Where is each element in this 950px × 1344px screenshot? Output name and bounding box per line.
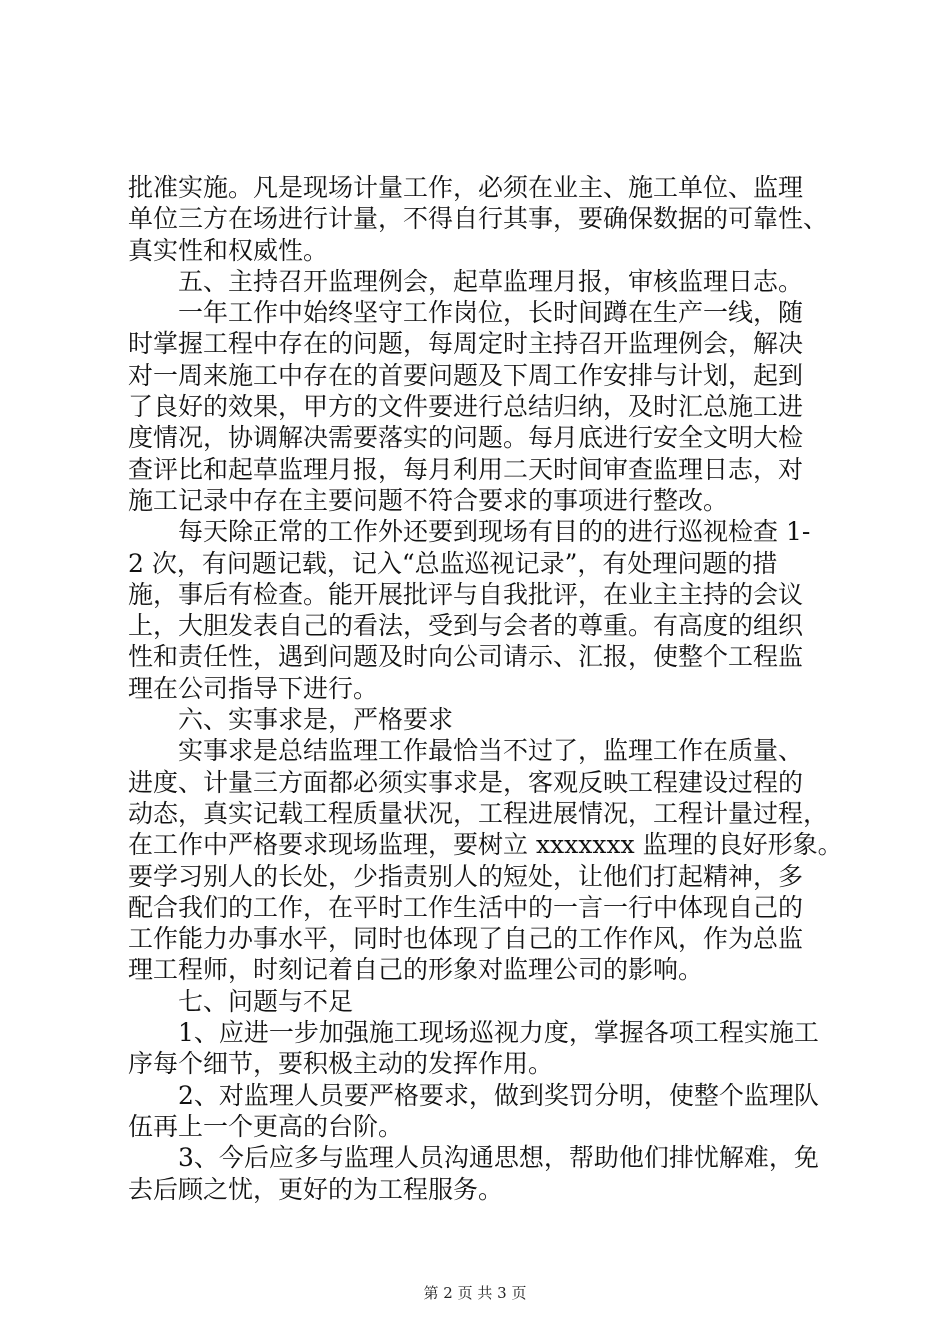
document-body [128,172,843,1205]
text-line: 查评比和起草监理月报，每月利用二天时间审查监理日志，对 [128,454,804,484]
text-line: 每天除正常的工作外还要到现场有目的的进行巡视检查 1- [128,517,811,547]
text-line: 序每个细节，要积极主动的发挥作用。 [128,1049,554,1079]
page-footer: 第 2 页 共 3 页 [423,1284,527,1302]
text-line: 六、实事求是，严格要求 [128,705,454,735]
text-line: 2 次，有问题记载，记入“总监巡视记录”，有处理问题的措 [128,548,778,578]
text-line: 动态，真实记载工程质量状况，工程进展情况，工程计量过程， [128,798,829,828]
text-line: 对一周来施工中存在的首要问题及下周工作安排与计划，起到 [128,360,804,390]
text-line: 七、问题与不足 [128,986,354,1016]
text-line: 施，事后有检查。能开展批评与自我批评，在业主主持的会议 [128,579,804,609]
text-line: 理工程师，时刻记着自己的形象对监理公司的影响。 [128,955,704,985]
text-line: 配合我们的工作，在平时工作生活中的一言一行中体现自己的 [128,892,804,922]
text-line: 进度、计量三方面都必须实事求是，客观反映工程建设过程的 [128,767,804,797]
text-line: 伍再上一个更高的台阶。 [128,1111,404,1141]
text-line: 工作能力办事水平，同时也体现了自己的工作作风，作为总监 [128,924,804,954]
text-line: 一年工作中始终坚守工作岗位，长时间蹲在生产一线，随 [128,298,804,328]
text-line: 度情况，协调解决需要落实的问题。每月底进行安全文明大检 [128,423,804,453]
text-line: 上，大胆发表自己的看法，受到与会者的尊重。有高度的组织 [128,611,804,641]
text-line: 要学习别人的长处，少指责别人的短处，让他们打起精神，多 [128,861,804,891]
text-line: 单位三方在场进行计量，不得自行其事，要确保数据的可靠性、 [128,204,829,234]
text-line: 施工记录中存在主要问题不符合要求的事项进行整改。 [128,485,729,515]
text-line: 批准实施。凡是现场计量工作，必须在业主、施工单位、监理 [128,173,804,202]
text-line: 五、主持召开监理例会，起草监理月报，审核监理日志。 [128,266,804,296]
text-line: 去后顾之忧，更好的为工程服务。 [128,1174,504,1204]
text-line: 理在公司指导下进行。 [128,673,379,703]
text-line: 2、对监理人员要严格要求，做到奖罚分明，使整个监理队 [128,1080,819,1110]
text-line: 时掌握工程中存在的问题，每周定时主持召开监理例会，解决 [128,329,804,359]
text-line: 性和责任性，遇到问题及时向公司请示、汇报，使整个工程监 [128,642,804,672]
text-line: 实事求是总结监理工作最恰当不过了，监理工作在质量、 [128,736,804,766]
text-line: 在工作中严格要求现场监理，要树立 xxxxxxx 监理的良好形象。 [128,830,843,860]
text-line: 真实性和权威性。 [128,235,329,265]
text-line: 3、今后应多与监理人员沟通思想，帮助他们排忧解难，免 [128,1143,819,1173]
text-line: 1、应进一步加强施工现场巡视力度，掌握各项工程实施工 [128,1018,819,1048]
text-line: 了良好的效果，甲方的文件要进行总结归纳，及时汇总施工进 [128,392,804,422]
